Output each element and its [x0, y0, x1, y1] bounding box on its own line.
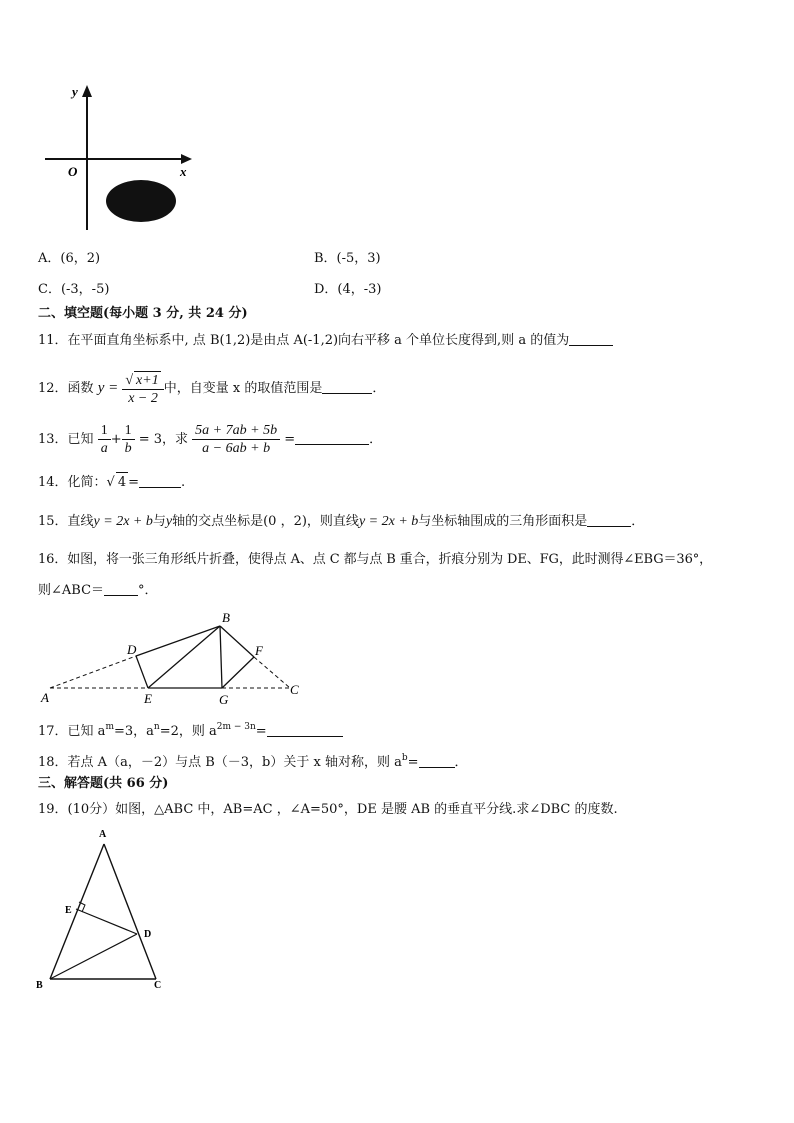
x-axis-label: x: [180, 164, 187, 179]
fig16-label-f: F: [255, 643, 263, 658]
q18-text: 18．若点 A（a，－2）与点 B（－3，b）关于 x 轴对称，则 a: [38, 755, 402, 770]
q16-prefix: 则∠ABC＝: [38, 583, 105, 598]
q13-prefix: 13．已知: [38, 432, 94, 447]
fold-triangle-figure: [38, 608, 308, 708]
question-16-line-1: 16．如图，将一张三角形纸片折叠，使得点 A、点 C 都与点 B 重合，折痕分别为 DE、FG，此时测得∠EBG＝36°，: [38, 552, 713, 567]
q15-part-1: 15．直线: [38, 514, 94, 529]
q17-part-1: 17．已知 a: [38, 724, 106, 739]
q12-suffix: 中，自变量 x 的取值范围是: [163, 381, 323, 396]
q17-part-3: =2，则 a: [159, 724, 217, 739]
q15-expr-1: y = 2x + b: [93, 514, 153, 529]
choice-b: B．(-5，3): [314, 251, 381, 266]
q12-prefix: 12．函数: [38, 381, 94, 396]
q16-end: °．: [138, 583, 158, 598]
q12-end: ．: [372, 381, 386, 396]
question-19: 19．(10分）如图，△ABC 中，AB=AC ，∠A=50°，DE 是腰 AB 的垂直平分线.求∠DBC 的度数.: [38, 802, 618, 817]
choice-a: A．(6，2): [38, 251, 101, 266]
q15-part-3: 轴的交点坐标是(0 ，2)，则直线: [172, 514, 359, 529]
q14-radicand: 4: [116, 472, 128, 493]
q15-end: ．: [631, 514, 645, 529]
q13-blank: [295, 430, 369, 445]
question-17: [38, 717, 343, 742]
question-16-line-2: [38, 581, 158, 601]
q17-sup-1: m: [105, 722, 114, 732]
q12-blank: [322, 379, 372, 394]
q14-eq: =: [128, 475, 140, 490]
fig16-label-g: G: [219, 692, 229, 707]
q17-sup-3: 2m − 3n: [216, 722, 256, 732]
q13-plus: +: [110, 432, 122, 447]
fig19-label-a: A: [99, 829, 107, 840]
question-12: [38, 368, 385, 409]
q12-fraction: $\frac{√ x+1}{x - 2}$: [122, 371, 163, 407]
q17-part-4: =: [255, 724, 267, 739]
q13-end: ．: [369, 432, 383, 447]
q13-frac-1: $\frac{1}{a}$: [98, 422, 111, 457]
q14-end: .: [181, 475, 186, 490]
fig16-label-d: D: [127, 642, 137, 657]
q13-eq3: = 3，求: [138, 432, 189, 447]
q15-blank: [587, 512, 631, 527]
fig16-label-e: E: [144, 691, 152, 706]
section-heading-fill-in: 二、填空题(每小题 3 分, 共 24 分): [38, 306, 248, 321]
q14-prefix: 14．化简：: [38, 475, 107, 490]
choice-d: D．(4，-3): [314, 282, 382, 297]
q17-part-2: =3，a: [113, 724, 154, 739]
q15-part-4: 与坐标轴围成的三角形面积是: [418, 514, 588, 529]
fig16-label-a: A: [41, 690, 49, 705]
question-15: [38, 512, 644, 532]
q15-part-2: 与: [152, 514, 166, 529]
coordinate-figure: [40, 80, 200, 235]
isosceles-triangle-figure: [30, 822, 180, 997]
fig19-label-b: B: [36, 980, 43, 991]
fig16-label-b: B: [222, 610, 230, 625]
q15-y: y: [165, 514, 173, 529]
fig19-label-c: C: [154, 980, 162, 991]
q12-radicand: x+1: [136, 372, 159, 388]
q18-blank: [419, 753, 455, 768]
fig16-label-c: C: [290, 682, 299, 697]
q12-denominator: x − 2: [128, 390, 158, 406]
q18-sup: b: [401, 753, 408, 763]
question-18: [38, 748, 468, 773]
q17-blank: [267, 722, 343, 737]
q16-blank: [104, 581, 138, 596]
y-axis-label: y: [72, 84, 78, 99]
question-13: [38, 420, 382, 460]
q13-frac-2: $\frac{1}{b}$: [122, 422, 135, 457]
origin-label: O: [68, 164, 78, 179]
q13-eq: =: [284, 432, 296, 447]
section-heading-solutions: 三、解答题(共 66 分): [38, 776, 169, 791]
fig19-label-e: E: [65, 905, 72, 916]
choice-c: C．(-3，-5): [38, 282, 110, 297]
q18-end: ．: [454, 755, 468, 770]
q14-blank: [139, 473, 181, 488]
question-11: [38, 331, 613, 351]
question-14: 14．化简：√ 4 = .: [38, 472, 185, 493]
q18-eq: =: [407, 755, 419, 770]
q12-y: y =: [97, 380, 119, 396]
q15-expr-2: y = 2x + b: [358, 514, 419, 529]
q11-blank: [569, 331, 613, 346]
q11-text: 11．在平面直角坐标系中, 点 B(1,2)是由点 A(-1,2)向右平移 a 个单位长度得到,则 a 的值为: [38, 333, 570, 348]
q13-main-frac: $\frac{5a + 7ab + 5b}{a - 6ab + b}$: [192, 422, 280, 457]
fig19-label-d: D: [144, 929, 152, 940]
q17-sup-2: n: [153, 722, 160, 732]
